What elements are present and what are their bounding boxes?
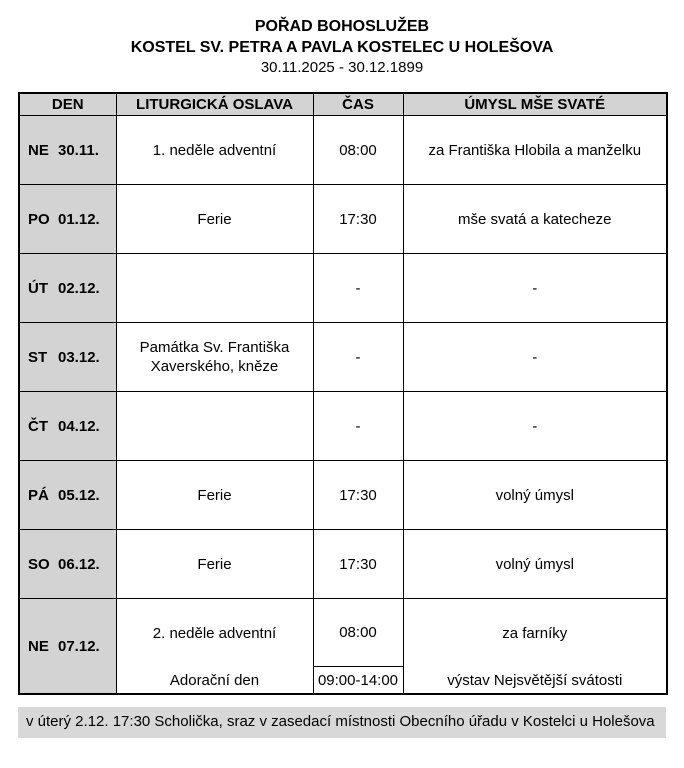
celebration-line1: 2. neděle adventní bbox=[152, 624, 277, 642]
day-date: 01.12. bbox=[58, 210, 100, 228]
day-date: 07.12. bbox=[58, 637, 100, 655]
celebration-cell: Ferie bbox=[116, 530, 313, 599]
intention-cell: - bbox=[403, 254, 667, 323]
celebration-cell bbox=[116, 599, 313, 695]
header-time: ČAS bbox=[313, 93, 403, 116]
celebration-cell bbox=[116, 254, 313, 323]
intention-cell bbox=[403, 599, 667, 695]
celebration-cell: Ferie bbox=[116, 461, 313, 530]
intention-cell: mše svatá a katecheze bbox=[403, 185, 667, 254]
day-abbrev: ST bbox=[28, 348, 48, 366]
time-line2: 09:00-14:00 bbox=[314, 666, 403, 693]
church-name: KOSTEL SV. PETRA A PAVLA KOSTELEC U HOLEŠOVA bbox=[130, 39, 554, 56]
day-abbrev: ČT bbox=[28, 417, 48, 435]
day-date: 05.12. bbox=[58, 486, 100, 504]
time-cell: 17:30 bbox=[313, 185, 403, 254]
day-abbrev: NE bbox=[28, 141, 49, 159]
date-range: 30.11.2025 - 30.12.1899 bbox=[260, 59, 424, 76]
day-cell bbox=[19, 530, 116, 599]
service-schedule-table bbox=[18, 92, 668, 695]
day-cell bbox=[19, 185, 116, 254]
header-celebration: LITURGICKÁ OSLAVA bbox=[116, 93, 313, 116]
table-row bbox=[19, 185, 667, 254]
day-cell bbox=[19, 323, 116, 392]
day-cell bbox=[19, 392, 116, 461]
day-date: 02.12. bbox=[58, 279, 100, 297]
celebration-line2: Adorační den bbox=[169, 671, 260, 689]
day-cell bbox=[19, 461, 116, 530]
intention-line1: za farníky bbox=[502, 624, 568, 642]
intention-cell: volný úmysl bbox=[403, 530, 667, 599]
time-cell: 08:00 bbox=[313, 116, 403, 185]
table-row bbox=[19, 323, 667, 392]
document-title: POŘAD BOHOSLUŽEB bbox=[254, 18, 430, 35]
intention-cell: - bbox=[403, 323, 667, 392]
day-abbrev: PO bbox=[28, 210, 50, 228]
celebration-cell: Ferie bbox=[116, 185, 313, 254]
day-cell bbox=[19, 116, 116, 185]
day-abbrev: PÁ bbox=[28, 486, 49, 504]
table-row bbox=[19, 254, 667, 323]
time-cell: - bbox=[313, 323, 403, 392]
intention-cell: - bbox=[403, 392, 667, 461]
day-cell bbox=[19, 599, 116, 695]
day-date: 04.12. bbox=[58, 417, 100, 435]
celebration-cell bbox=[116, 392, 313, 461]
intention-line2: výstav Nejsvětější svátosti bbox=[447, 671, 623, 689]
table-row bbox=[19, 599, 667, 695]
time-cell: 17:30 bbox=[313, 530, 403, 599]
intention-cell: za Františka Hlobila a manželku bbox=[403, 116, 667, 185]
celebration-cell: Památka Sv. Františka Xaverského, kněze bbox=[116, 323, 313, 392]
intention-cell: volný úmysl bbox=[403, 461, 667, 530]
time-line1: 08:00 bbox=[339, 624, 377, 641]
table-header-row bbox=[19, 93, 667, 116]
table-row bbox=[19, 392, 667, 461]
day-date: 30.11. bbox=[58, 141, 99, 159]
header-day: DEN bbox=[19, 93, 116, 116]
time-cell: 17:30 bbox=[313, 461, 403, 530]
table-row bbox=[19, 530, 667, 599]
day-date: 06.12. bbox=[58, 555, 100, 573]
day-abbrev: SO bbox=[28, 555, 50, 573]
time-cell bbox=[313, 599, 403, 695]
table-row bbox=[19, 116, 667, 185]
celebration-cell: 1. neděle adventní bbox=[116, 116, 313, 185]
header-intention: ÚMYSL MŠE SVATÉ bbox=[403, 93, 667, 116]
table-row bbox=[19, 461, 667, 530]
time-cell: - bbox=[313, 392, 403, 461]
day-date: 03.12. bbox=[58, 348, 100, 366]
time-cell: - bbox=[313, 254, 403, 323]
day-abbrev: ÚT bbox=[28, 279, 48, 297]
document-title-block bbox=[0, 0, 684, 78]
day-abbrev: NE bbox=[28, 637, 49, 655]
day-cell bbox=[19, 254, 116, 323]
footnote-bar: v úterý 2.12. 17:30 Scholička, sraz v zasedací místnosti Obecního úřadu v Kostelci u Holešova bbox=[18, 707, 666, 738]
